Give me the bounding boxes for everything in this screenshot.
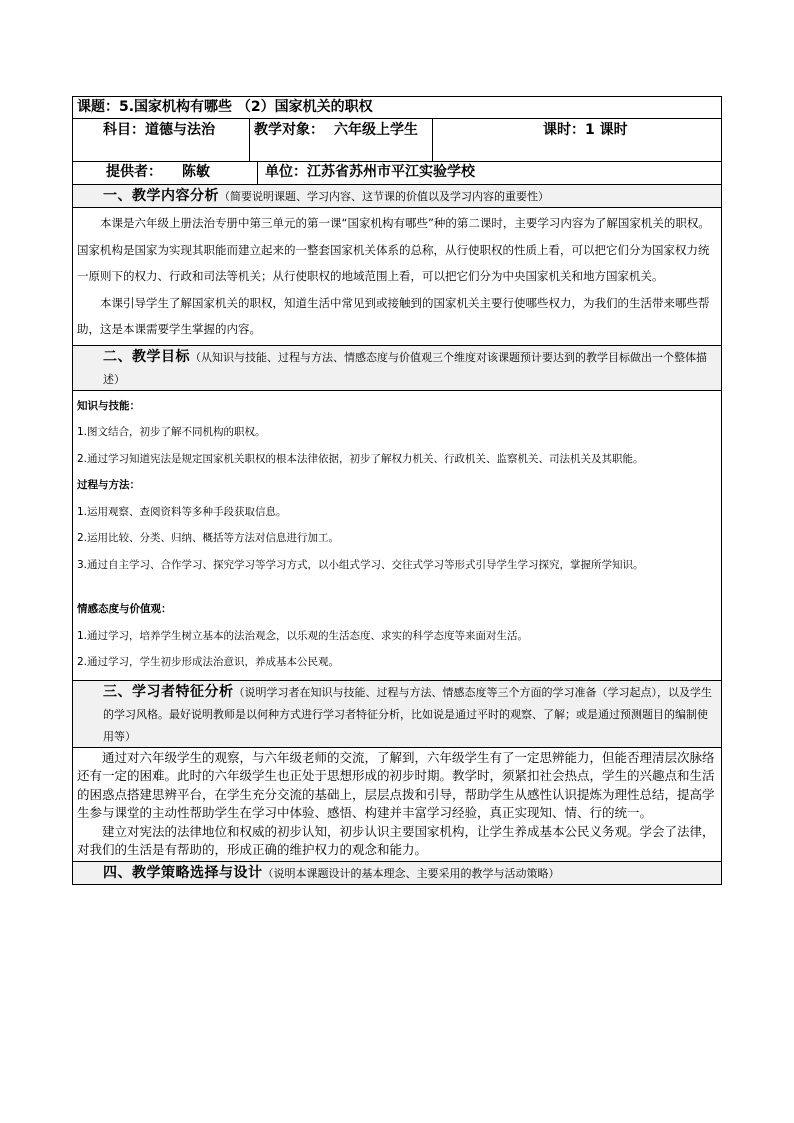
goal-item: 1.通过学习，培养学生树立基本的法治观念，以乐观的生活态度、求实的科学态度等来面对生活。: [77, 629, 529, 642]
lesson-plan-document: [72, 96, 721, 885]
section-4-heading: 四、教学策略选择与设计: [103, 864, 263, 881]
section-3-heading: 三、学习者特征分析: [103, 683, 234, 700]
meta-row: [73, 119, 722, 162]
section-1-body: [73, 208, 722, 346]
learner-analysis-paragraph-1: 通过对六年级学生的观察，与六年级老师的交流，了解到，六年级学生有了一定思辨能力，但能否理清层次脉络还有一定的困难。此时的六年级学生也正处于思想形成的初步时期。教学时，须紧扣社会热点，学生的兴趣点和生活的困惑点搭建思辨平台，在学生充分交流的基础上，层层点拨和引导，帮助学生从感性认识提炼为理性总结，提高学生参与课堂的主动性帮助学生在学习中体验、感悟、构建并丰富学习经验，真正实现知、情、行的统一。: [77, 749, 715, 820]
title-row: [73, 97, 722, 119]
section-1-note: （简要说明课题、学习内容、这节课的价值以及学习内容的重要性）: [219, 190, 549, 203]
section-4-note: （说明本课题设计的基本理念、主要采用的教学与活动策略）: [262, 866, 560, 880]
content-analysis-paragraph-1: 本课是六年级上册法治专册中第三单元的第一课“国家机构有哪些”种的第二课时，主要学习内容为了解国家机关的职权。国家机构是国家为实现其职能而建立起来的一整套国家机关体系的总称，从行使职权的性质上看，可以把它们分为国家权力统一原则下的权力、行政和司法等机关；从行使职权的地域范围上看，可以把它们分为中央国家机关和地方国家机关。: [77, 216, 710, 283]
goal-group-title: 情感态度与价值观：: [77, 603, 172, 615]
goal-group-title: 过程与方法：: [77, 479, 140, 491]
provider-cell: [73, 162, 258, 185]
subject-cell: 科目：道德与法治: [73, 119, 250, 162]
provider-name: 陈敏: [182, 164, 210, 180]
goal-item: 2.运用比较、分类、归纳、概括等方法对信息进行加工。: [77, 532, 340, 544]
section-2-heading: 二、教学目标: [103, 348, 190, 365]
goal-item: 1.运用观察、查阅资料等多种手段获取信息。: [77, 505, 287, 518]
hours-cell: 课时：1 课时: [433, 119, 722, 162]
section-3-header: [73, 680, 722, 747]
section-1-heading: 一、教学内容分析: [103, 188, 219, 204]
section-2-body: [73, 390, 722, 680]
learner-analysis-paragraph-2: 建立对宪法的法律地位和权威的初步认知，初步认识主要国家机构，让学生养成基本公民义务观。学会了法律，对我们的生活是有帮助的，形成正确的维护权力的观念和能力。: [77, 823, 715, 857]
goal-group-title: 知识与技能：: [77, 399, 140, 412]
provider-label: 提供者：: [106, 164, 162, 180]
goal-item: 1.图文结合，初步了解不同机构的职权。: [77, 426, 266, 438]
audience-cell: [250, 119, 433, 162]
goal-item: 2.通过学习知道宪法是规定国家机关职权的根本法律依据，初步了解权力机关、行政机关、监察机关、司法机关及其职能。: [77, 452, 644, 465]
school-unit-cell: 单位：江苏省苏州市平江实验学校: [258, 162, 722, 185]
audience-label: 教学对象：: [254, 122, 324, 138]
provider-row: [73, 162, 722, 185]
section-1-header: [73, 185, 722, 208]
section-2-note: （从知识与技能、过程与方法、情感态度与价值观三个维度对该课题预计要达到的教学目标做出一个整体描述）: [103, 350, 707, 386]
section-4-header: [73, 861, 722, 884]
goal-item: 2.通过学习，学生初步形成法治意识，养成基本公民观。: [77, 656, 340, 668]
content-analysis-paragraph-2: 本课引导学生了解国家机关的职权，知道生活中常见到或接触到的国家机关主要行使哪些权力，为我们的生活带来哪些帮助，这是本课需要学生掌握的内容。: [77, 295, 710, 336]
lesson-title: 课题：5.国家机构有哪些 （2）国家机关的职权: [73, 97, 722, 119]
lesson-plan-table: [72, 96, 722, 885]
goal-item: 3.通过自主学习、合作学习、探究学习等学习方式，以小组式学习、交往式学习等形式引导学生学习探究，掌握所学知识。: [77, 558, 644, 571]
section-3-body: [73, 747, 722, 861]
audience-value: 六年级上学生: [334, 122, 418, 138]
section-2-header: [73, 345, 722, 390]
section-3-note: （说明学习者在知识与技能、过程与方法、情感态度等三个方面的学习准备（学习起点），以及学生的学习风格。最好说明教师是以何种方式进行学习者特征分析，比如说是通过平时的观察、了解；或是通过预测题目的编制使用等）: [103, 685, 712, 743]
